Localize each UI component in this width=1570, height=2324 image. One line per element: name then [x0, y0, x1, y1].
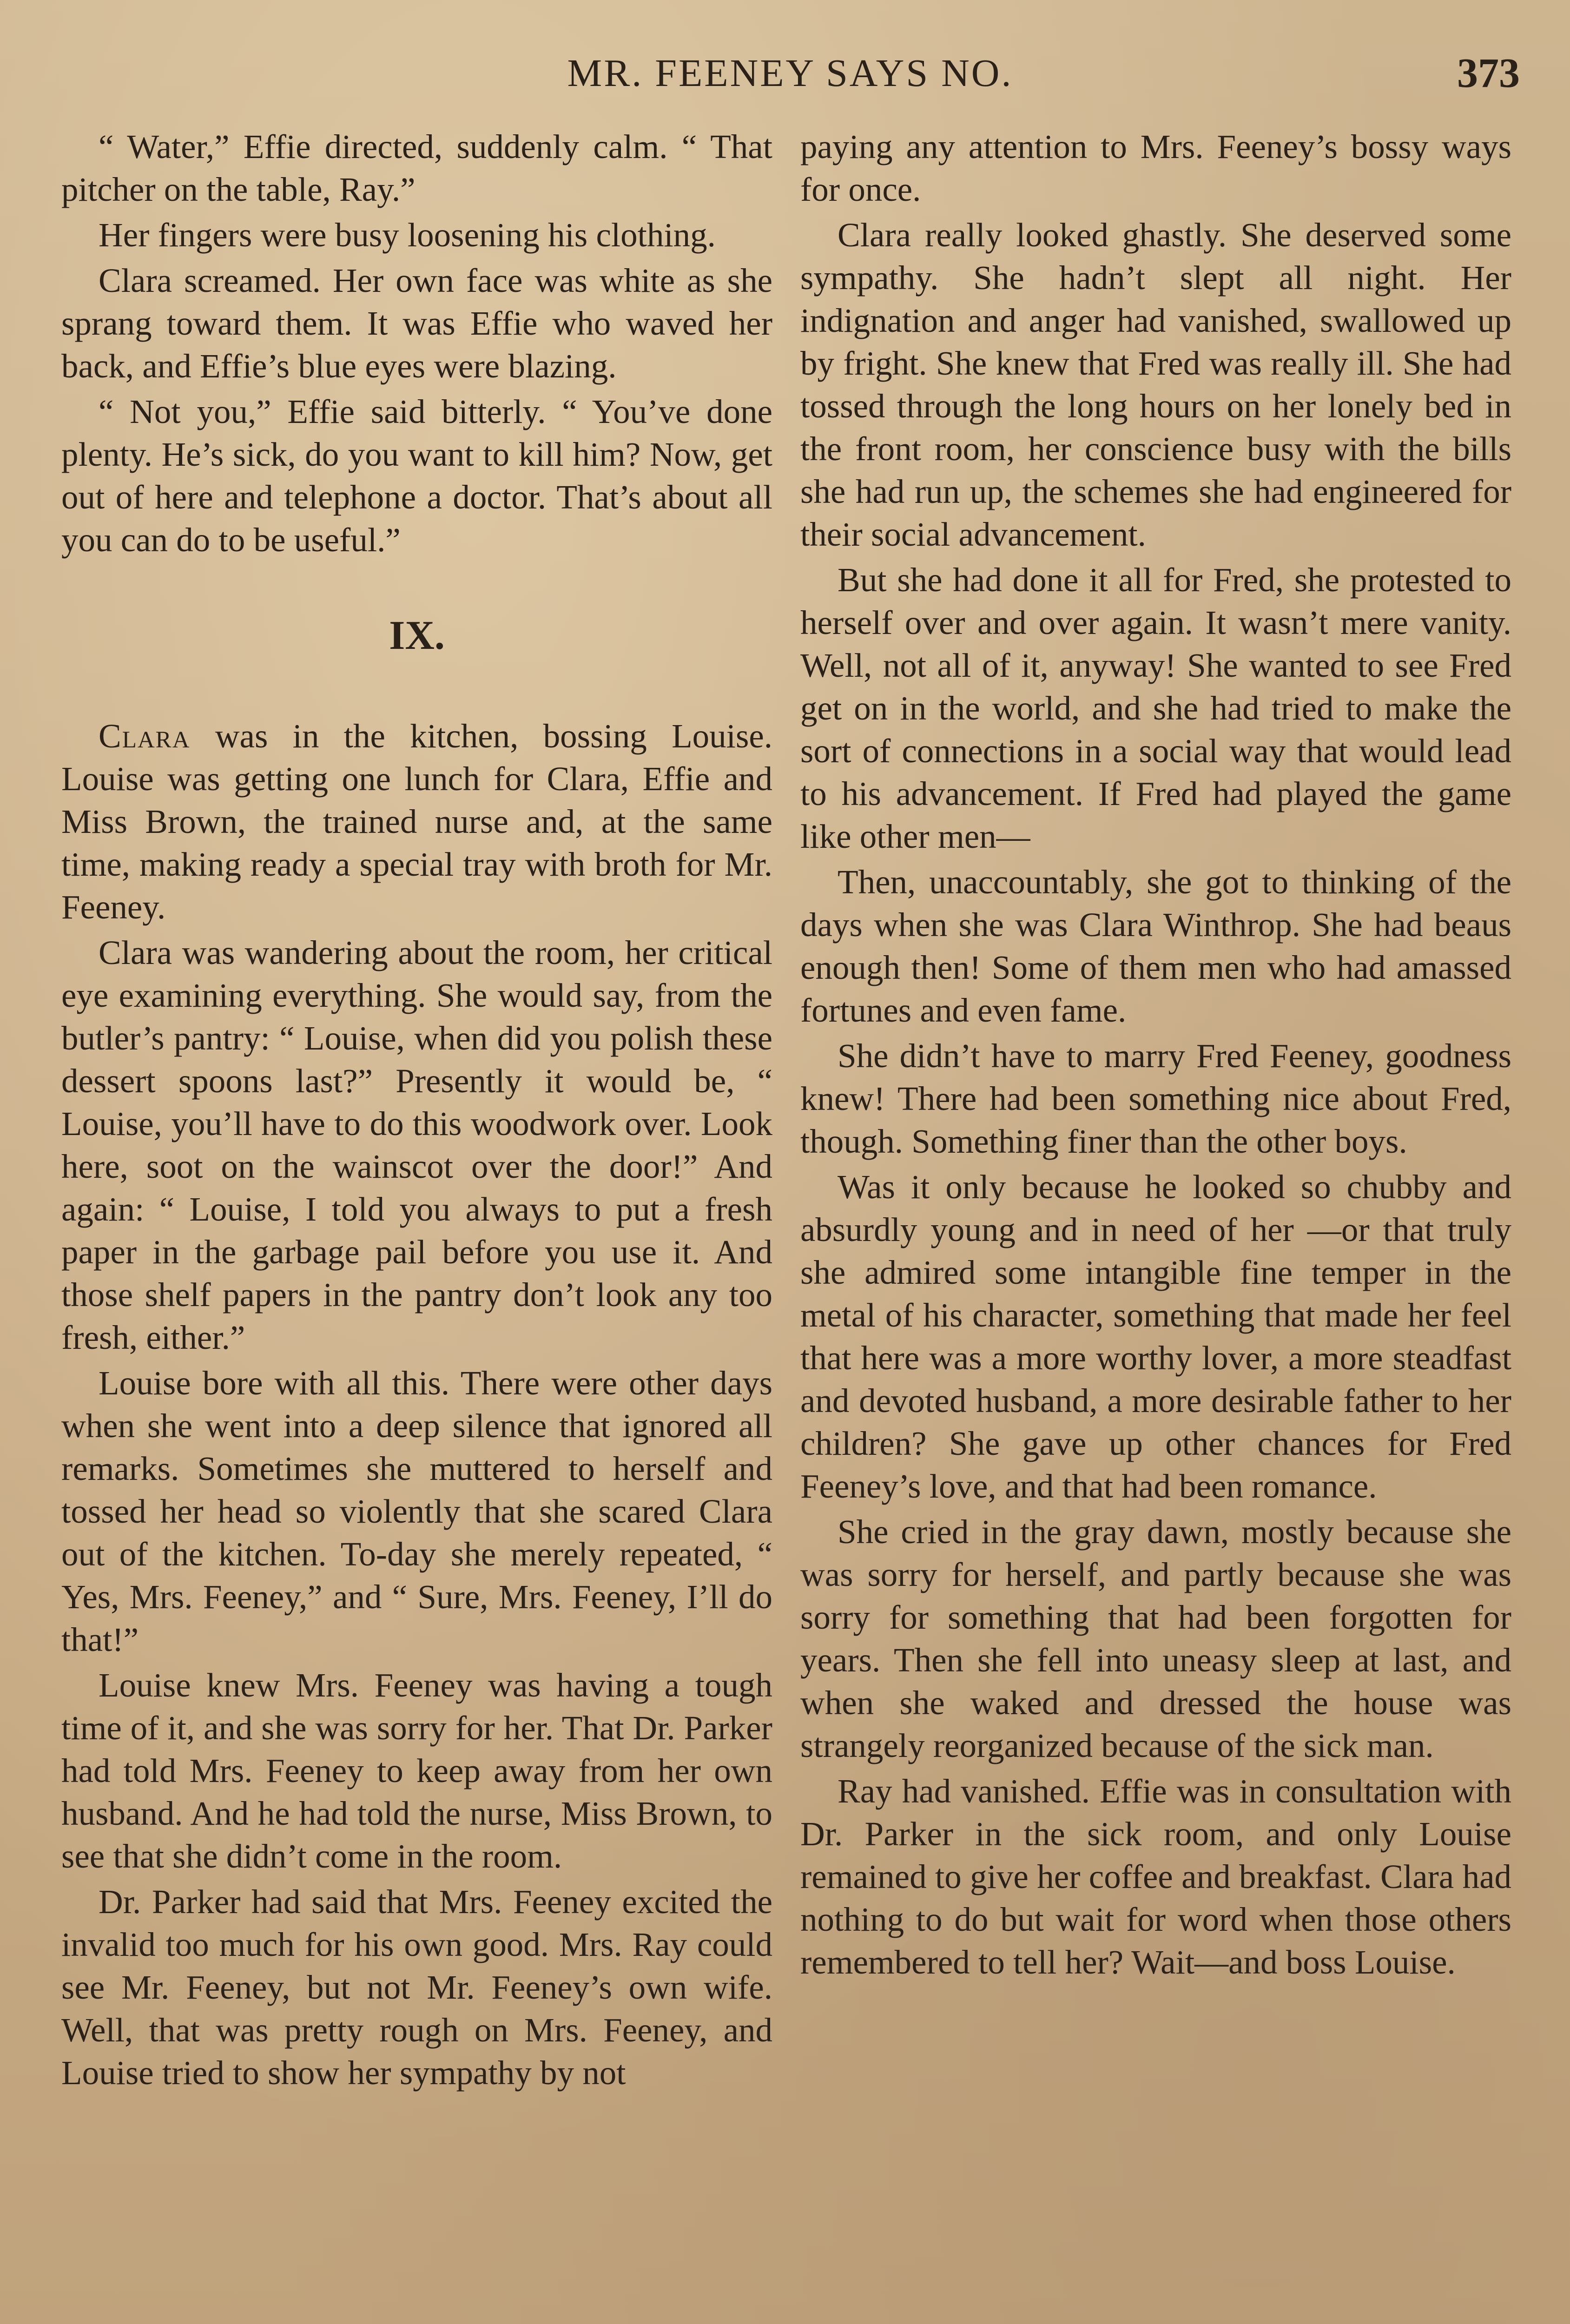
- paragraph: She cried in the gray dawn, mostly because she was sorry for herself, and partly because she was sorry for something that had been forgotten for years. Then she fell into uneasy sleep at last, and when she waked and dressed the house was strangely reorganized because of the sick man.: [800, 1513, 1511, 1764]
- lead-word: Clara: [99, 717, 191, 755]
- left-column: [61, 125, 772, 2097]
- paragraph-text: was in the kitchen, bossing Louise. Louise was getting one lunch for Clara, Effie and Miss Brown, the trained nurse and, at the same time, making ready a special tray with broth for Mr. Feeney.: [61, 717, 772, 926]
- chapter-heading: IX.: [389, 613, 445, 658]
- paragraph: Louise bore with all this. There were other days when she went into a deep silence that ignored all remarks. Sometimes she muttered to herself and tossed her head so violently that she scared Clara out of the kitchen. To-day she merely repeated, “ Yes, Mrs. Feeney,” and “ Sure, Mrs. Feeney, I’ll do that!”: [61, 1364, 772, 1658]
- paragraph: Then, unaccountably, she got to thinking of the days when she was Clara Winthrop. She had beaus enough then! Some of them men who had amassed fortunes and even fame.: [800, 863, 1511, 1029]
- paragraph: Her fingers were busy loosening his clothing.: [99, 216, 716, 254]
- right-column: [800, 125, 1511, 1987]
- paragraph: Ray had vanished. Effie was in consultation with Dr. Parker in the sick room, and only Louise remained to give her coffee and breakfast. Clara had nothing to do but wait for word when those others remembered to tell her? Wait—and boss Louise.: [800, 1772, 1511, 1981]
- paragraph: “ Water,” Effie directed, suddenly calm. “ That pitcher on the table, Ray.”: [61, 128, 772, 208]
- running-title: MR. FEENEY SAYS NO.: [567, 52, 1013, 95]
- paragraph: Louise knew Mrs. Feeney was having a tough time of it, and she was sorry for her. That Dr. Parker had told Mrs. Feeney to keep away from her own husband. And he had told the nurse, Miss Brown, to see that she didn’t come in the room.: [61, 1666, 772, 1875]
- paragraph: Clara screamed. Her own face was white as she sprang toward them. It was Effie who waved her back, and Effie’s blue eyes were blazing.: [61, 262, 772, 385]
- paragraph: Was it only because he looked so chubby and absurdly young and in need of her —or that truly she admired some intangible fine temper in the metal of his character, something that made her feel that here was a more worthy lover, a more steadfast and devoted husband, a more desirable father to her children? She gave up other chances for Fred Feeney’s love, and that had been romance.: [800, 1168, 1511, 1505]
- paragraph: Clara really looked ghastly. She deserved some sympathy. She hadn’t slept all night. Her indignation and anger had vanished, swallowed up by fright. She knew that Fred was really ill. She had tossed through the long hours on her lonely bed in the front room, her conscience busy with the bills she had run up, the schemes she had engineered for their social advancement.: [800, 216, 1511, 553]
- page-header: [60, 41, 1520, 106]
- paragraph: [61, 715, 772, 929]
- page-number: 373: [1457, 50, 1520, 96]
- paragraph: But she had done it all for Fred, she protested to herself over and over again. It wasn’t mere vanity. Well, not all of it, anyway! She wanted to see Fred get on in the world, and she had tried to make the sort of connections in a social way that would lead to his advancement. If Fred had played the game like other men—: [800, 561, 1511, 855]
- paragraph: “ Not you,” Effie said bitterly. “ You’ve done plenty. He’s sick, do you want to kill him? Now, get out of here and telephone a doctor. That’s about all you can do to be useful.”: [61, 393, 772, 559]
- paragraph: Dr. Parker had said that Mrs. Feeney excited the invalid too much for his own good. Mrs. Ray could see Mr. Feeney, but not Mr. Feeney’s own wife. Well, that was pretty rough on Mrs. Feeney, and Louise tried to show her sympathy by not: [61, 1883, 772, 2092]
- paragraph: She didn’t have to marry Fred Feeney, goodness knew! There had been something nice about Fred, though. Something finer than the other boys.: [800, 1037, 1511, 1160]
- paragraph: Clara was wandering about the room, her critical eye examining everything. She would say, from the butler’s pantry: “ Louise, when did you polish these dessert spoons last?” Presently it would be, “ Louise, you’ll have to do this woodwork over. Look here, soot on the wainscot over the door!” And again: “ Louise, I told you always to put a fresh paper in the garbage pail before you use it. And those shelf papers in the pantry don’t look any too fresh, either.”: [61, 934, 772, 1356]
- paragraph-continued: paying any attention to Mrs. Feeney’s bossy ways for once.: [800, 128, 1511, 208]
